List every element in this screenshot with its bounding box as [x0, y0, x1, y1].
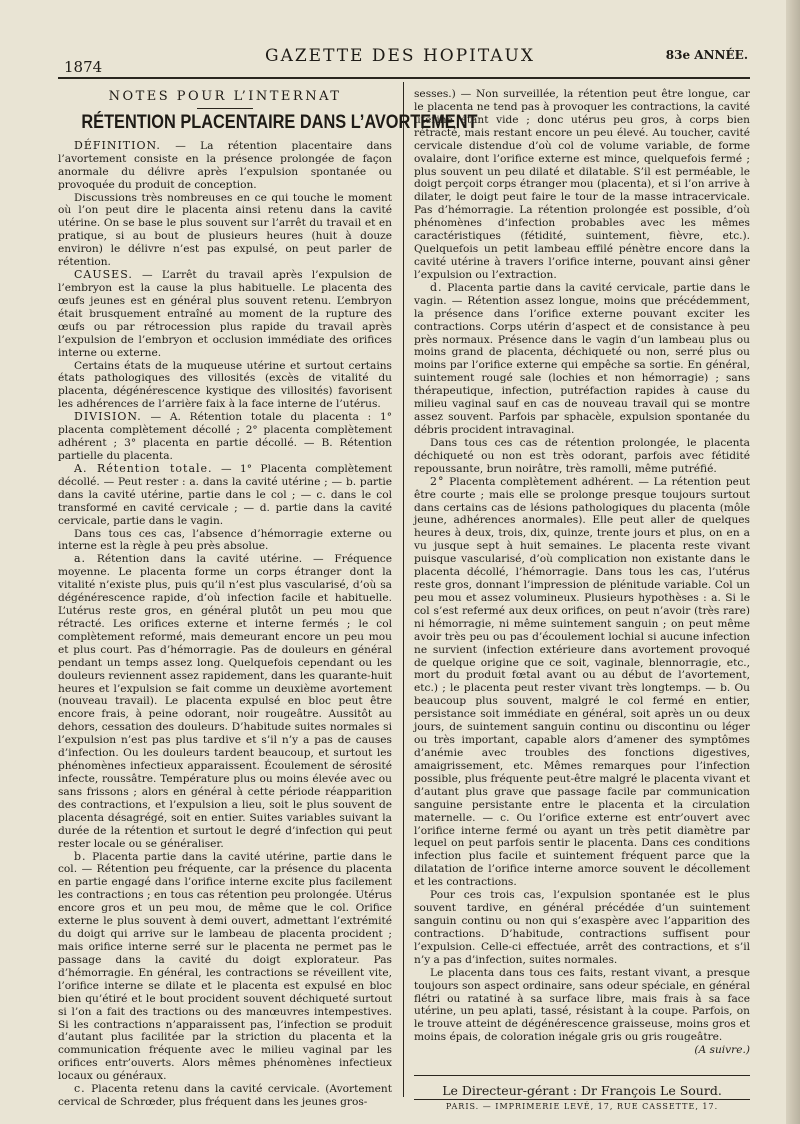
article-paragraph: [58, 851, 392, 1084]
article-paragraph: [414, 437, 750, 476]
article-paragraph: [58, 553, 392, 850]
article-paragraph: [58, 140, 392, 192]
paragraph-lead: c.: [74, 1082, 86, 1096]
paragraph-text: — La rétention placentaire dans l’avortement consiste en la présence prolongée de façon anormale du délivre après l’expulsion spontanée ou provoquée du produit de conception.: [58, 139, 392, 191]
paragraph-lead: d.: [430, 280, 443, 294]
article-paragraph: [414, 88, 750, 282]
paragraph-lead: DÉFINITION.: [74, 138, 161, 152]
editor-line: Le Directeur-gérant : Dr François Le Sourd.: [442, 1083, 722, 1098]
article-paragraph: [58, 463, 392, 528]
paragraph-lead: A. Rétention totale.: [74, 461, 213, 475]
column-divider: [403, 82, 404, 1097]
paragraph-text: Certains états de la muqueuse utérine et surtout certains états pathologiques des villosités (excès de vitalité du placenta, dégénérescence kystique des villosités) favorisent les adhérences de l’arrière faix à la face interne de l’utérus.: [58, 359, 392, 411]
article-paragraph: [58, 411, 392, 463]
continued-note: (A suivre.): [694, 1044, 750, 1057]
footer-rule: [414, 1075, 750, 1076]
article-paragraph: [58, 360, 392, 412]
article-title: RÉTENTION PLACENTAIRE DANS L’AVORTEMENT: [81, 111, 478, 133]
paragraph-text: Dans tous ces cas, l’absence d’hémorragie externe ou interne est la règle à peu près absolue.: [58, 527, 392, 553]
article-paragraph: [58, 528, 392, 554]
article-paragraph: [414, 282, 750, 437]
paragraph-text: Placenta complètement adhérent. — La rétention peut être courte ; mais elle se prolonge presque toujours surtout dans certains cas de lésions pathologiques du placenta (môle jeune, adhérences anormales). Elle peut aller de quelques heures à deux, trois, dix, quinze, trente jours et plus, on en a vu jusque sept à huit semaines. Le placenta reste vivant puisque vascularisé, d’où complication non existante dans le placenta décollé, l’hémorragie. Dans tous les cas, l’utérus reste gros, donnant l’impression de plénitude variable. Col un peu mou et assez volumineux. Plusieurs hypothèses : a. Si le col s’est refermé aux deux orifices, on peut n’avoir (très rare) ni hémorragie, ni même suintement sanguin ; on peut même avoir très peu ou pas d’écoulement lochial si aucune infection ne survient (infection extérieure dans avortement provoqué de quelque origine que ce soit, vaginale, blennorragie, etc., mort du produit fœtal avant ou au début de l’avortement, etc.) ; le placenta peut rester vivant très longtemps. — b. Ou beaucoup plus souvent, malgré le col fermé en entier, persistance soit immédiate en général, soit après un ou deux jours, de suintement sanguin continu ou discontinu ou léger ou très important, capable alors d’amener des symptômes d’anémie avec troubles des fonctions digestives, amaigrissement, etc. Mêmes remarques pour l’infection possible, plus fréquente peut-être malgré le placenta vivant et d’autant plus grave que passage facile par communication sanguine persistante entre le placenta et la circulation maternelle. — c. Ou l’orifice externe est entr’ouvert avec l’orifice interne fermé ou ayant un très petit diamètre par lequel on peut parfois sentir le placenta. Dans ces conditions infection plus facile et suintement fréquent parce que la dilatation de l’orifice interne amorce souvent le décollement et les contractions.: [414, 475, 750, 889]
paragraph-text: Placenta partie dans la cavité utérine, partie dans le col. — Rétention peu fréquente, car la présence du placenta en partie engagé dans l’orifice interne excite plus facilement les contractions ; en tous cas rétention peu prolongée. Utérus encore gros et un peu mou, de même que le col. Orifice externe le plus souvent à demi ouvert, admettant l’extrémité du doigt qui arrive sur le lambeau de placenta procident ; mais orifice interne serré sur le placenta ne permet pas le passage dans la cavité du doigt explorateur. Pas d’hémorragie. En général, les contractions se réveillent vite, l’orifice interne se dilate et le placenta est expulsé en bloc bien qu’étiré et le bout procident souvent déchiqueté surtout si l’on a fait des tractions ou des manœuvres intempestives. Si les contractions n’apparaissent pas, l’infection se produit d’autant plus facilitée par la striction du placenta et la communication fréquente avec le milieu vaginal par les orifices entr’ouverts. Alors mêmes phénomènes infectieux locaux ou généraux.: [58, 850, 392, 1083]
year-label: 83e ANNÉE.: [665, 48, 748, 62]
section-rule: [197, 108, 253, 109]
article-paragraph: [58, 1083, 392, 1109]
paragraph-lead: 2°: [430, 474, 445, 488]
paragraph-text: Pour ces trois cas, l’expulsion spontanée est le plus souvent tardive, en général précédée d’un suintement sanguin continu ou non qui s’exaspère avec l’apparition des contractions. D’habitude, contractions suffisent pour l’expulsion. Celle-ci effectuée, arrêt des contractions, et s’il n’y a pas d’infection, suites normales.: [414, 889, 750, 966]
paragraph-text: — A. Rétention totale du placenta : 1° placenta complètement décollé ; 2° placenta complètement adhérent ; 3° placenta en partie décollé. — B. Rétention partielle du placenta.: [58, 411, 392, 462]
printer-line: PARIS. — IMPRIMERIE LEVÉ, 17, RUE CASSETTE, 17.: [445, 1102, 719, 1111]
journal-title: GAZETTE DES HOPITAUX: [264, 46, 535, 66]
page-number: 1874: [64, 58, 103, 76]
paragraph-lead: CAUSES.: [74, 268, 133, 282]
paragraph-text: Rétention dans la cavité utérine. — Fréquence moyenne. Le placenta forme un corps étranger dont la vitalité n’existe plus, puis qu’il n’est plus vascularisé, d’où sa dégénérescence rapide, d’où infection facile et habituelle. L’utérus reste gros, en général plutôt un peu mou que rétracté. Les orifices externe et interne fermés ; le col complètement reformé, mais demeurant encore un peu mou et plus court. Pas d’hémorragie. Pas de douleurs en général pendant un temps assez long. Quelquefois cependant ou les douleurs reviennent assez rapidement, dans les quarante-huit heures et l’expulsion se fait comme un deuxième avortement (nouveau travail). Le placenta expulsé en bloc peut être encore frais, à peine odorant, noir rougeâtre. Aussitôt au dehors, cessation des douleurs. D’habitude suites normales si l’expulsion n’est pas plus tardive et s’il n’y a pas de causes d’infection. Ou les douleurs tardent beaucoup, et surtout les phénomènes infectieux apparaissent. Écoulement de sérosité infecte, roussâtre. Température plus ou moins élevée avec ou sans frissons ; alors en général à cette période réapparition des contractions, et l’expulsion a lieu, soit le plus souvent de placenta désagrégé, soit en entier. Suites variables suivant la durée de la rétention et surtout le degré d’infection qui peut rester locale ou se généraliser.: [58, 553, 392, 850]
paragraph-text: Le placenta dans tous ces faits, restant vivant, a presque toujours son aspect ordinaire, sans odeur spéciale, en général flétri ou ratatiné à sa surface libre, mais frais à sa face utérine, un peu aplati, tassé, résistant à la coupe. Parfois, on le trouve atteint de dégénérescence graisseuse, moins gros et moins épais, de coloration inégale gris ou gris rougeâtre.: [414, 966, 750, 1044]
paragraph-lead: b.: [74, 849, 87, 863]
header-rule: [58, 77, 750, 79]
running-head: [46, 46, 754, 76]
paragraph-lead: a.: [74, 552, 87, 566]
article-paragraph: [414, 889, 750, 967]
page-edge: [786, 0, 800, 1124]
paragraph-text: Dans tous ces cas de rétention prolongée, le placenta déchiqueté ou non est très odorant, parfois avec fétidité repoussante, brun noirâtre, très ramolli, même putréfié.: [414, 436, 750, 475]
article-paragraph: [58, 192, 392, 270]
paragraph-text: Placenta partie dans la cavité cervicale, partie dans le vagin. — Rétention assez longue, moins que précédemment, la présence dans l’orifice externe pouvant exciter les contractions. Corps utérin d’aspect et de consistance à peu près normaux. Présence dans le vagin d’un lambeau plus ou moins grand de placenta, déchiqueté ou non, serré plus ou moins par l’orifice externe qui empêche sa sortie. En général, suintement rougé sale (lochies et non hémorragie) ; sans thérapeutique, infection, putréfaction rapides à cause du milieu vaginal sauf en cas de nouveau travail qui se montre assez souvent. Parfois par sphacèle, expulsion spontanée du débris procident intravaginal.: [414, 281, 750, 436]
section-heading: NOTES POUR L’INTERNAT: [108, 89, 342, 104]
paragraph-text: — L’arrêt du travail après l’expulsion de l’embryon est la cause la plus habituelle. Le placenta des œufs jeunes est en général plus souvent retenu. L’embryon était brusquement entraîné au moment de la rupture des œufs ou par rétrocession plus rapide du travail après l’expulsion de l’embryon et occlusion immédiate des orifices interne ou externe.: [58, 269, 392, 359]
left-column: [58, 88, 478, 1109]
article-paragraph: [414, 967, 750, 1045]
footer-rule-lower: [414, 1099, 750, 1100]
article-paragraph: [414, 476, 750, 890]
paragraph-lead: DIVISION.: [74, 410, 142, 424]
right-column: [414, 88, 750, 1057]
paragraph-text: — 1° Placenta complètement décollé. — Peut rester : a. dans la cavité utérine ; — b. partie dans la cavité utérine, partie dans le col ; — c. dans le col transformé en cavité cervicale ; — d. partie dans la cavité cervicale, partie dans le vagin.: [58, 462, 393, 527]
paragraph-text: sesses.) — Non surveillée, la rétention peut être longue, car le placenta ne tend pas à provoquer les contractions, la cavité utérine étant vide ; donc utérus peu gros, à corps bien rétracté, mais restant encore un peu élevé. Au toucher, cavité cervicale distendue d’où col de volume variable, de forme ovalaire, dont l’orifice externe est mince, quelquefois fermé ; plus souvent un peu dilaté et dilatable. S’il est perméable, le doigt perçoit corps étranger mou (placenta), et si l’on arrive à dilater, le doigt peut faire le tour de la masse intracervicale. Pas d’hémorragie. La rétention prolongée est possible, d’où phénomènes d’infection probables avec les mêmes caractéristiques (fétidité, suintement, fièvre, etc.). Quelquefois un petit lambeau effilé pénètre encore dans la cavité utérine à travers l’orifice interne, pouvant ainsi gêner l’expulsion ou l’extraction.: [414, 88, 750, 281]
paragraph-text: Discussions très nombreuses en ce qui touche le moment où l’on peut dire le placenta ainsi retenu dans la cavité utérine. On se base le plus souvent sur l’arrêt du travail et en pratique, si au bout de plusieurs heures (huit à douze environ) le délivre n’est pas expulsé, on peut parler de rétention.: [58, 191, 392, 269]
article-paragraph: [58, 269, 392, 359]
paragraph-text: Placenta retenu dans la cavité cervicale. (Avortement cervical de Schrœder, plus fréquent dans les jeunes gros-: [58, 1083, 392, 1109]
